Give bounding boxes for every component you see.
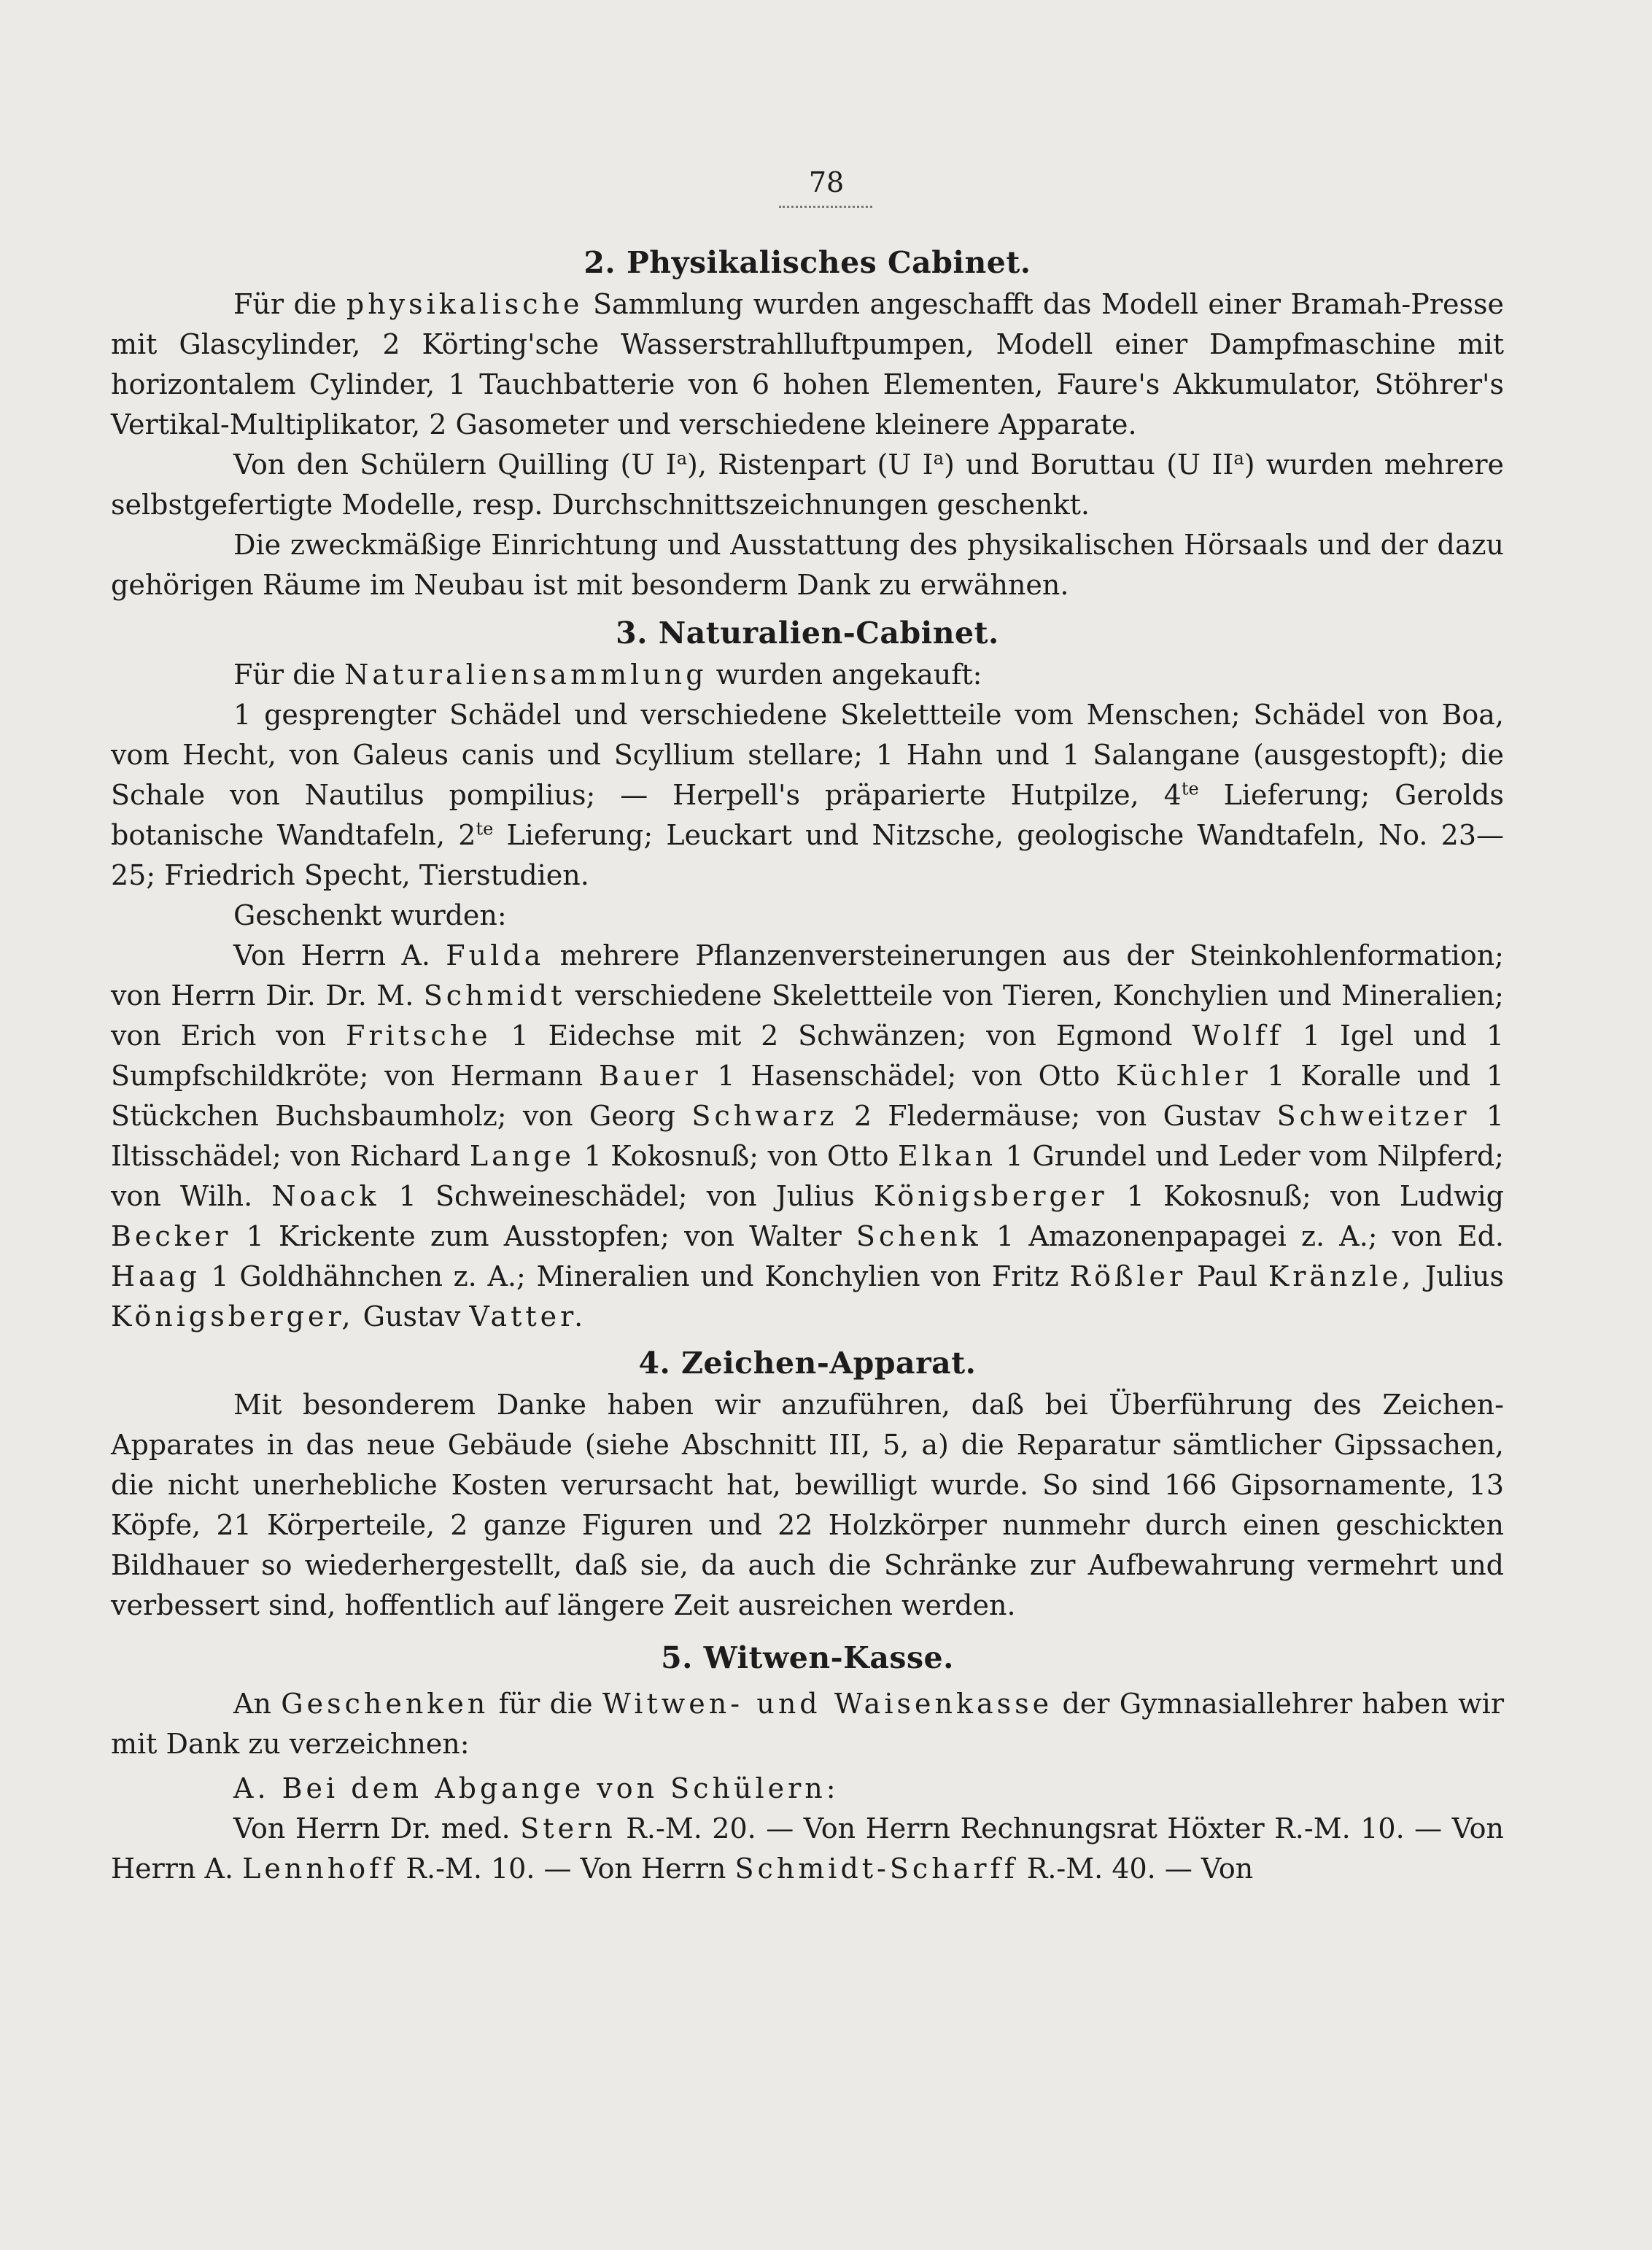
page-content: [111, 241, 1504, 1889]
section-heading: 2. Physikalisches Cabinet.: [583, 245, 1031, 280]
paragraph: Geschenkt wurden:: [233, 899, 507, 931]
section-physikalisches-cabinet: [111, 241, 1504, 605]
paragraph: Von Herrn A. Fulda mehrere Pflanzenversteinerungen aus der Steinkohlenformation; von Herrn Dir. Dr. M. Schmidt verschiedene Skelettteile von Tieren, Konchylien und Mineralien; von Erich von Fritsche 1 Eidechse mit 2 Schwänzen; von Egmond Wolff 1 Igel und 1 Sumpfschildkröte; von Hermann Bauer 1 Hasenschädel; von Otto Küchler 1 Koralle und 1 Stückchen Buchsbaumholz; von Georg Schwarz 2 Fledermäuse; von Gustav Schweitzer 1 Iltisschädel; von Richard Lange 1 Kokosnuß; von Otto Elkan 1 Grundel und Leder vom Nilpferd; von Wilh. Noack 1 Schweineschädel; von Julius Königsberger 1 Kokosnuß; von Ludwig Becker 1 Krickente zum Ausstopfen; von Walter Schenk 1 Amazonenpapagei z. A.; von Ed. Haag 1 Goldhähnchen z. A.; Mineralien und Konchylien von Fritz Rößler Paul Kränzle, Julius Königsberger, Gustav Vatter.: [111, 939, 1504, 1332]
section-witwen-kasse: [111, 1636, 1504, 1889]
section-heading: 4. Zeichen-Apparat.: [638, 1346, 977, 1381]
paragraph: Mit besonderem Danke haben wir anzuführen, daß bei Überführung des Zeichen-Apparates in das neue Gebäude (siehe Abschnitt III, 5, a) die Reparatur sämtlicher Gipssachen, die nicht unerhebliche Kosten verursacht hat, bewilligt wurde. So sind 166 Gipsornamente, 13 Köpfe, 21 Körperteile, 2 ganze Figuren und 22 Holzkörper nunmehr durch einen geschickten Bildhauer so wiederhergestellt, daß sie, da auch die Schränke zur Aufbewahrung vermehrt und verbessert sind, hoffentlich auf längere Zeit ausreichen werden.: [111, 1389, 1504, 1621]
paragraph: A. Bei dem Abgange von Schülern:: [233, 1772, 839, 1804]
paragraph: Von den Schülern Quilling (U $I^a$), Ristenpart (U $I^a$) und Boruttau (U $II^a$) wurden mehrere selbstgefertigte Modelle, resp. Durchschnittszeichnungen geschenkt.: [111, 448, 1504, 521]
section-zeichen-apparat: [111, 1341, 1504, 1626]
paragraph: Die zweckmäßige Einrichtung und Ausstattung des physikalischen Hörsaals und der dazu gehörigen Räume im Neubau ist mit besonderm Dank zu erwähnen.: [111, 529, 1504, 601]
paragraph: An Geschenken für die Witwen- und Waisenkasse der Gymnasiallehrer haben wir mit Dank zu verzeichnen:: [111, 1688, 1504, 1760]
page-number: 78: [808, 166, 845, 198]
paragraph: 1 gesprengter Schädel und verschiedene Skelettteile vom Menschen; Schädel von Boa, vom Hecht, von Galeus canis und Scyllium stellare; 1 Hahn und 1 Salangane (ausgestopft); die Schale von Nautilus pompilius; — Herpell's präparierte Hutpilze, $4^{te}$ Lieferung; Gerolds botanische Wandtafeln, $2^{te}$ Lieferung; Leuckart und Nitzsche, geologische Wandtafeln, No. 23—25; Friedrich Specht, Tierstudien.: [111, 699, 1505, 891]
section-heading: 3. Naturalien-Cabinet.: [616, 616, 999, 651]
paragraph: Für die physikalische Sammlung wurden angeschafft das Modell einer Bramah-Presse mit Glascylinder, 2 Körting'sche Wasserstrahlluftpumpen, Modell einer Dampfmaschine mit horizontalem Cylinder, 1 Tauchbatterie von 6 hohen Elementen, Faure's Akkumulator, Stöhrer's Vertikal-Multiplikator, 2 Gasometer und verschiedene kleinere Apparate.: [111, 288, 1504, 441]
paragraph: Von Herrn Dr. med. Stern R.-M. 20. — Von Herrn Rechnungsrat Höxter R.-M. 10. — Von Herrn A. Lennhoff R.-M. 10. — Von Herrn Schmidt-Scharff R.-M. 40. — Von: [111, 1812, 1505, 1885]
decorative-rule: [779, 206, 872, 208]
paragraph: Für die Naturaliensammlung wurden angekauft:: [233, 659, 982, 691]
section-naturalien-cabinet: [111, 611, 1504, 1337]
section-heading: 5. Witwen-Kasse.: [661, 1640, 954, 1675]
